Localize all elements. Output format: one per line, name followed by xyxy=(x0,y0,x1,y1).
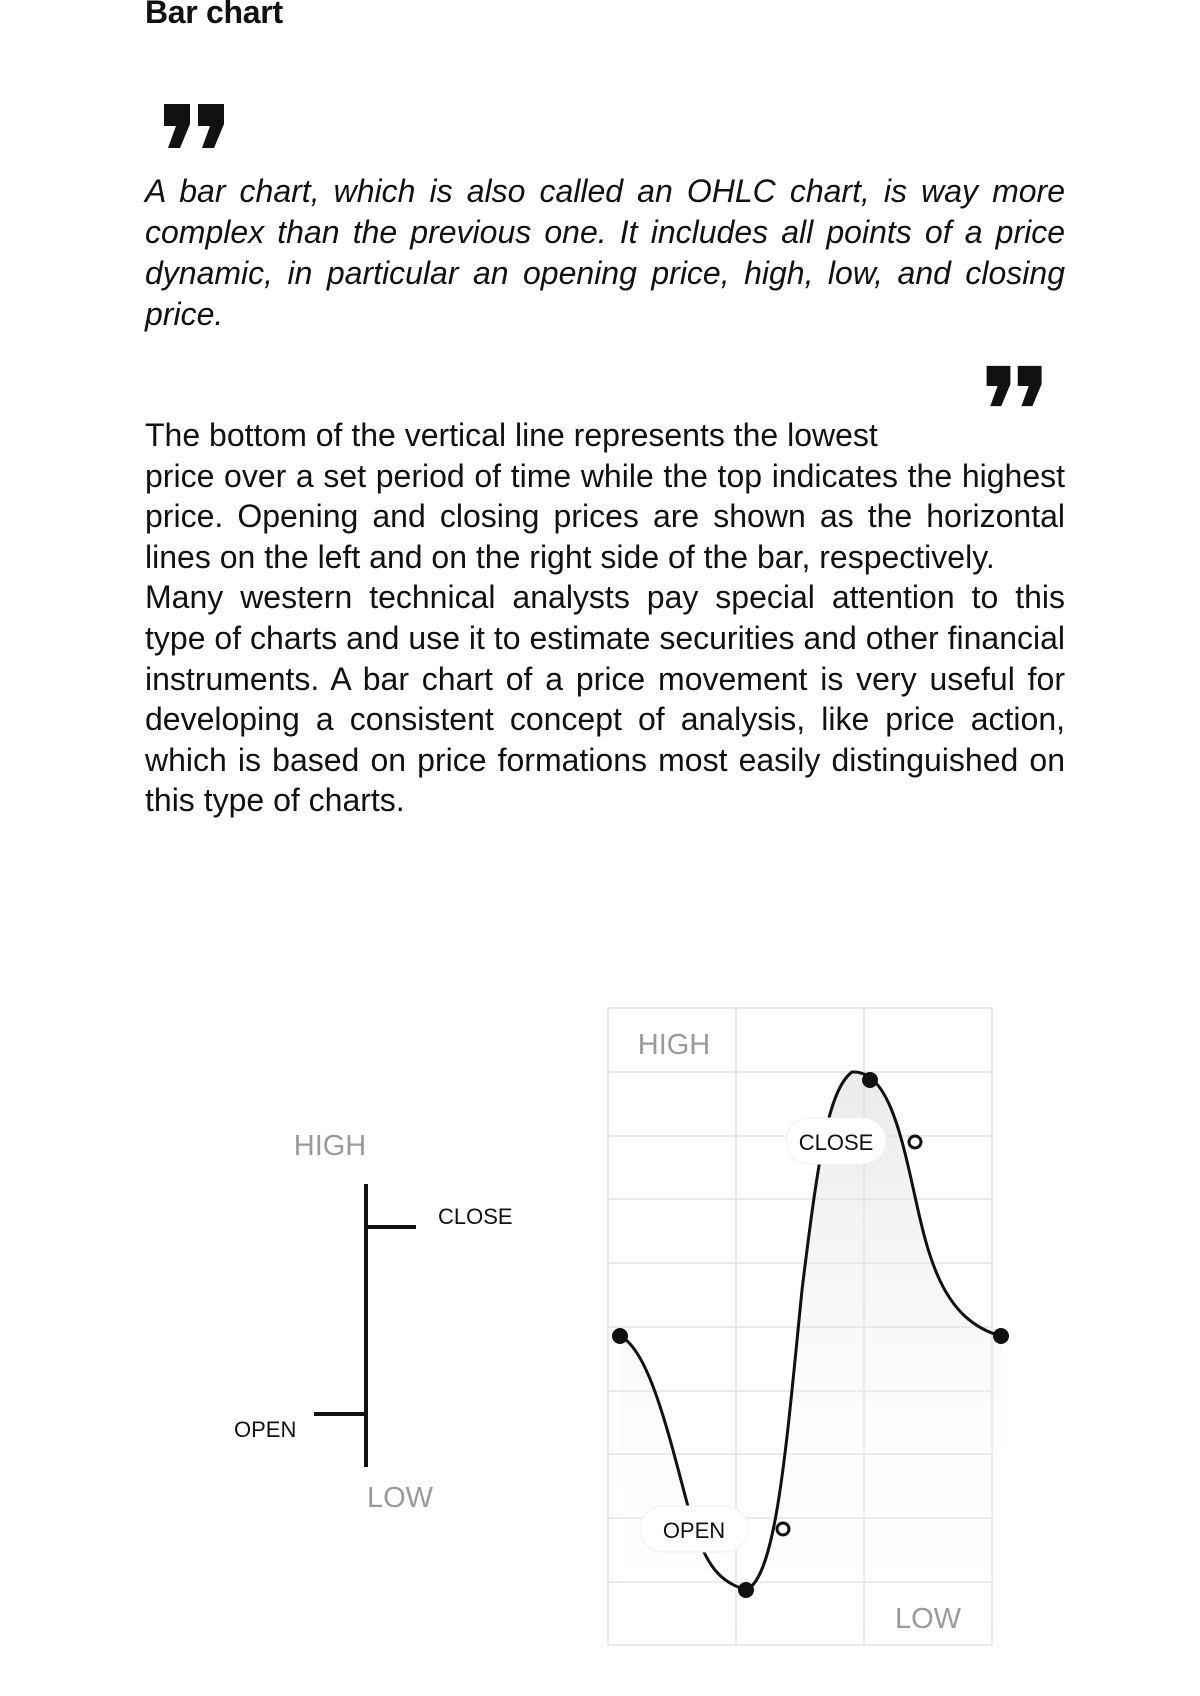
curve-low-label: LOW xyxy=(894,1603,962,1635)
curve-open-label: OPEN xyxy=(662,1518,726,1543)
open-marker xyxy=(777,1523,789,1535)
body-text xyxy=(145,415,1065,821)
price-curve-figure xyxy=(590,980,1010,1660)
close-marker xyxy=(909,1136,921,1148)
end-point xyxy=(993,1328,1009,1344)
start-point xyxy=(612,1328,628,1344)
closing-quote-icon xyxy=(984,364,1046,408)
paragraph-1 xyxy=(145,415,1065,577)
bar-open-label: OPEN xyxy=(234,1417,297,1442)
bar-close-label: CLOSE xyxy=(438,1204,513,1229)
ohlc-bar-figure xyxy=(220,1110,540,1530)
high-point xyxy=(862,1072,878,1088)
bar-low-label: LOW xyxy=(366,1482,434,1514)
opening-quote-icon xyxy=(162,102,228,150)
low-point xyxy=(738,1582,754,1598)
curve-high-label: HIGH xyxy=(637,1029,711,1061)
paragraph-2: Many western technical analysts pay special attention to this type of charts and use it to estimate securities and other financial instruments. A bar chart of a price movement is very useful for developing a consistent concept of analysis, like price action, which is based on price formations most easily distinguished on this type of charts. xyxy=(145,579,1065,819)
pull-quote: A bar chart, which is also called an OHLC chart, is way more complex than the previous one. It includes all points of a price dynamic, in particular an opening price, high, low, and closing price. xyxy=(145,173,1065,332)
curve-close-label: CLOSE xyxy=(798,1130,874,1155)
paragraph-1-first-line: The bottom of the vertical line represents the lowest xyxy=(145,417,878,453)
paragraph-1-rest: price over a set period of time while the top indicates the highest price. Opening and closing prices are shown as the horizontal lines on the left and on the right side of the bar, respectively. xyxy=(145,457,1065,575)
document-title: Bar chart xyxy=(145,0,283,30)
bar-high-label: HIGH xyxy=(293,1130,367,1162)
